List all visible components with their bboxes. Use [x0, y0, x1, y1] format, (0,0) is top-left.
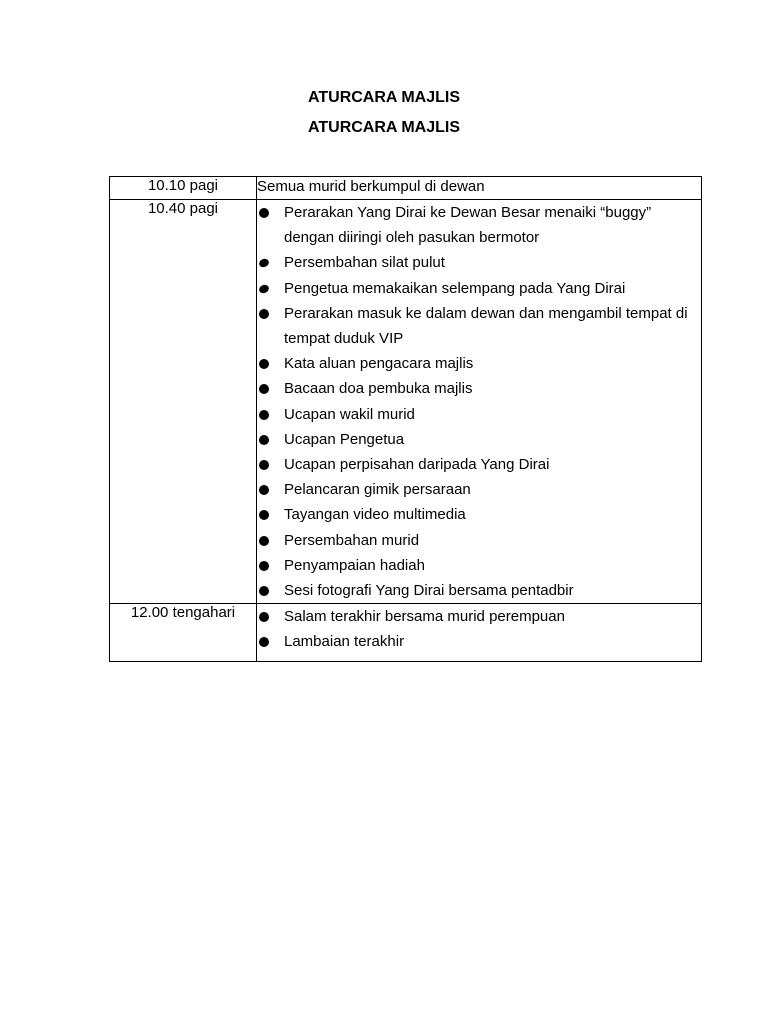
list-item — [257, 452, 701, 477]
list-item-text: Perarakan Yang Dirai ke Dewan Besar menaiki “buggy” dengan diiringi oleh pasukan bermotor — [284, 204, 652, 247]
list-item — [257, 250, 701, 275]
bullet-icon — [259, 309, 269, 319]
table-row — [110, 177, 702, 200]
activity-list — [257, 200, 701, 603]
table-row — [110, 200, 702, 604]
list-item — [257, 578, 701, 603]
activity-list — [257, 604, 701, 660]
list-item — [257, 376, 701, 401]
list-item — [257, 301, 701, 351]
bullet-icon — [259, 536, 269, 546]
list-item — [257, 427, 701, 452]
list-item — [257, 553, 701, 578]
list-item-text: Salam terakhir bersama murid perempuan — [284, 608, 565, 626]
list-item — [257, 528, 701, 553]
bullet-icon — [259, 208, 269, 218]
list-item — [257, 477, 701, 502]
list-item-text: Pelancaran gimik persaraan — [284, 481, 471, 499]
list-item-text: Pengetua memakaikan selempang pada Yang Dirai — [284, 279, 626, 297]
activity-cell — [257, 177, 702, 200]
bullet-icon — [259, 561, 269, 571]
list-item-text: Persembahan silat pulut — [284, 254, 445, 272]
bullet-icon — [259, 510, 269, 520]
schedule-table — [109, 176, 702, 662]
time-cell: 12.00 tengahari — [110, 604, 257, 661]
list-item — [257, 276, 701, 301]
list-item-text: Sesi fotografi Yang Dirai bersama pentadbir — [284, 582, 574, 600]
bullet-icon — [259, 637, 269, 647]
list-item-text: Bacaan doa pembuka majlis — [284, 380, 473, 398]
bullet-icon — [259, 460, 269, 470]
list-item-text: Lambaian terakhir — [284, 633, 405, 651]
list-item-text: Ucapan perpisahan daripada Yang Dirai — [284, 456, 550, 474]
time-cell: 10.10 pagi — [110, 177, 257, 200]
activity-text: Semua murid berkumpul di dewan — [257, 178, 485, 195]
list-item — [257, 629, 701, 654]
bullet-icon — [259, 435, 269, 445]
activity-cell — [257, 200, 702, 604]
list-item-text: Tayangan video multimedia — [284, 506, 466, 524]
list-item — [257, 402, 701, 427]
bullet-icon — [259, 410, 269, 420]
list-item-text: Penyampaian hadiah — [284, 556, 425, 574]
bullet-icon — [258, 258, 270, 269]
bullet-icon — [259, 359, 269, 369]
table-row — [110, 604, 702, 661]
bullet-icon — [259, 384, 269, 394]
list-item-text: Kata aluan pengacara majlis — [284, 355, 474, 373]
document-title-repeat: ATURCARA MAJLIS — [308, 119, 460, 136]
list-item — [257, 351, 701, 376]
time-cell: 10.40 pagi — [110, 200, 257, 604]
list-item — [257, 200, 701, 250]
list-item-text: Persembahan murid — [284, 531, 420, 549]
list-item-text: Ucapan Pengetua — [284, 430, 405, 448]
activity-cell — [257, 604, 702, 661]
bullet-icon — [259, 485, 269, 495]
list-item-text: Ucapan wakil murid — [284, 405, 415, 423]
list-item — [257, 604, 701, 629]
list-item — [257, 502, 701, 527]
bullet-icon — [259, 586, 269, 596]
bullet-icon — [259, 612, 269, 622]
bullet-icon — [258, 283, 270, 294]
document-title: ATURCARA MAJLIS — [308, 89, 460, 106]
list-item-text: Perarakan masuk ke dalam dewan dan mengambil tempat di tempat duduk VIP — [284, 304, 688, 348]
